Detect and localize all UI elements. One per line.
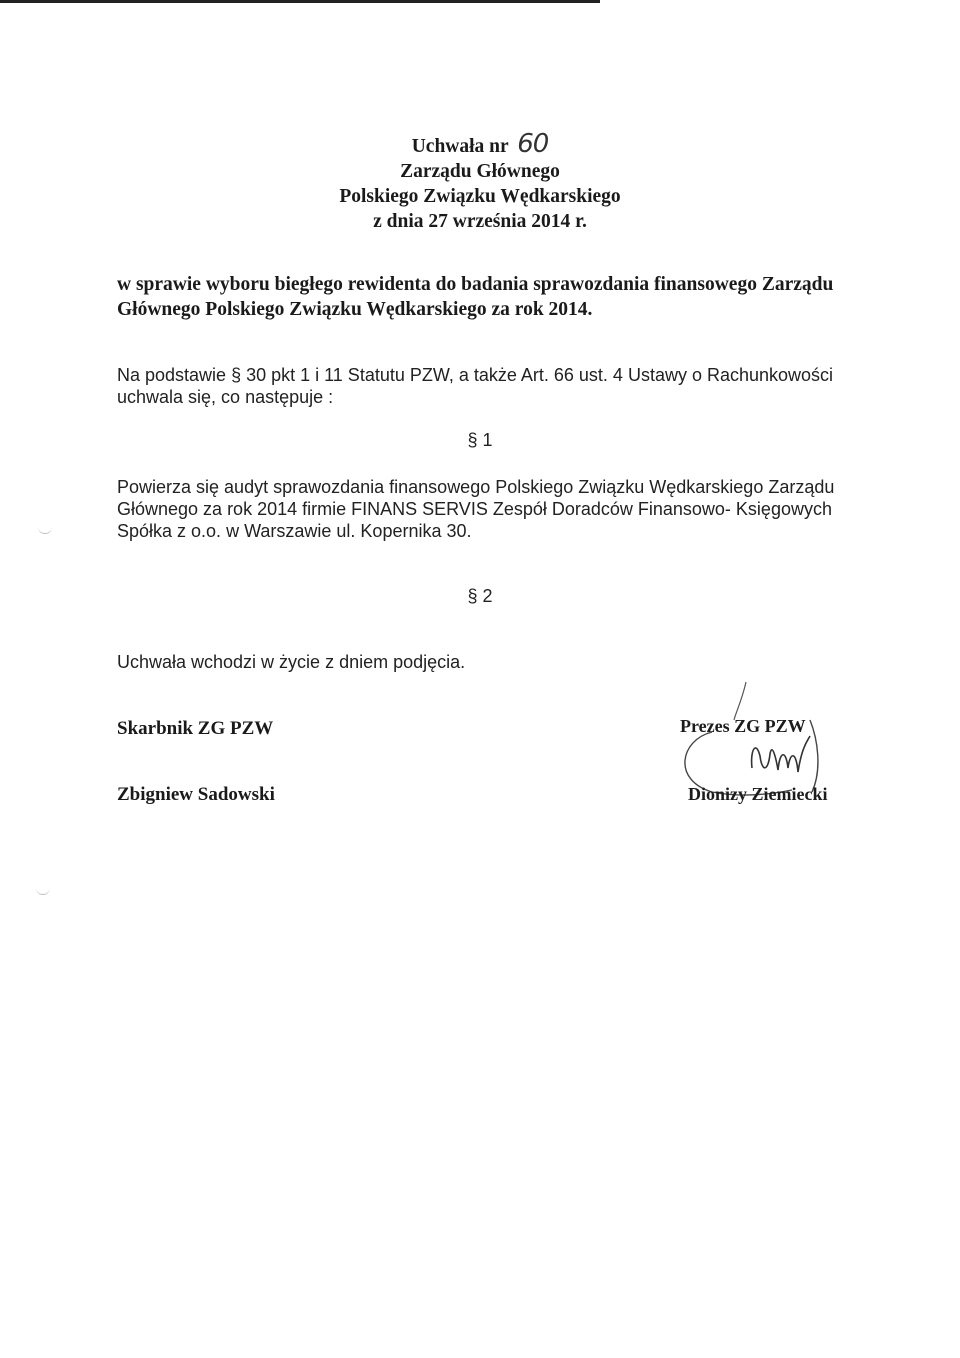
scan-margin-mark: [36, 886, 50, 895]
section-1-text: Powierza się audyt sprawozdania finansowego Polskiego Związku Wędkarskiego Zarządu Głównego za rok 2014 firmie FINANS SERVIS Zespół Doradców Finansowo- Księgowych Spółka z o.o. w Warszawie ul. Kopernika 30.: [117, 477, 835, 541]
resolution-header: [0, 129, 960, 234]
handwritten-resolution-number: 60: [517, 129, 549, 159]
president-title: Prezes ZG PZW: [680, 716, 806, 736]
treasurer-name: Zbigniew Sadowski: [117, 784, 275, 805]
legal-basis-paragraph: Na podstawie § 30 pkt 1 i 11 Statutu PZW, a także Art. 66 ust. 4 Ustawy o Rachunkowości uchwala się, co następuje :: [117, 365, 834, 407]
resolution-organization: Polskiego Związku Wędkarskiego: [339, 186, 621, 207]
president-name: Dionizy Ziemiecki: [688, 784, 828, 804]
resolution-title: Uchwała nr: [411, 136, 509, 157]
president-signature-block: [672, 680, 872, 820]
resolution-subject: w sprawie wyboru biegłego rewidenta do badania sprawozdania finansowego Zarządu Głównego Polskiego Związku Wędkarskiego za rok 2014.: [117, 274, 834, 320]
section-1-heading: § 1: [467, 430, 493, 450]
section-2-text: Uchwała wchodzi w życie z dniem podjęcia.: [117, 652, 466, 672]
resolution-date: z dnia 27 września 2014 r.: [373, 211, 587, 232]
section-2-heading: § 2: [467, 586, 493, 606]
resolution-organ: Zarządu Głównego: [400, 161, 560, 182]
resolution-title-row: [0, 129, 960, 159]
scan-margin-mark: [38, 525, 52, 534]
treasurer-title: Skarbnik ZG PZW: [117, 718, 274, 739]
top-scan-rule: [0, 0, 600, 3]
